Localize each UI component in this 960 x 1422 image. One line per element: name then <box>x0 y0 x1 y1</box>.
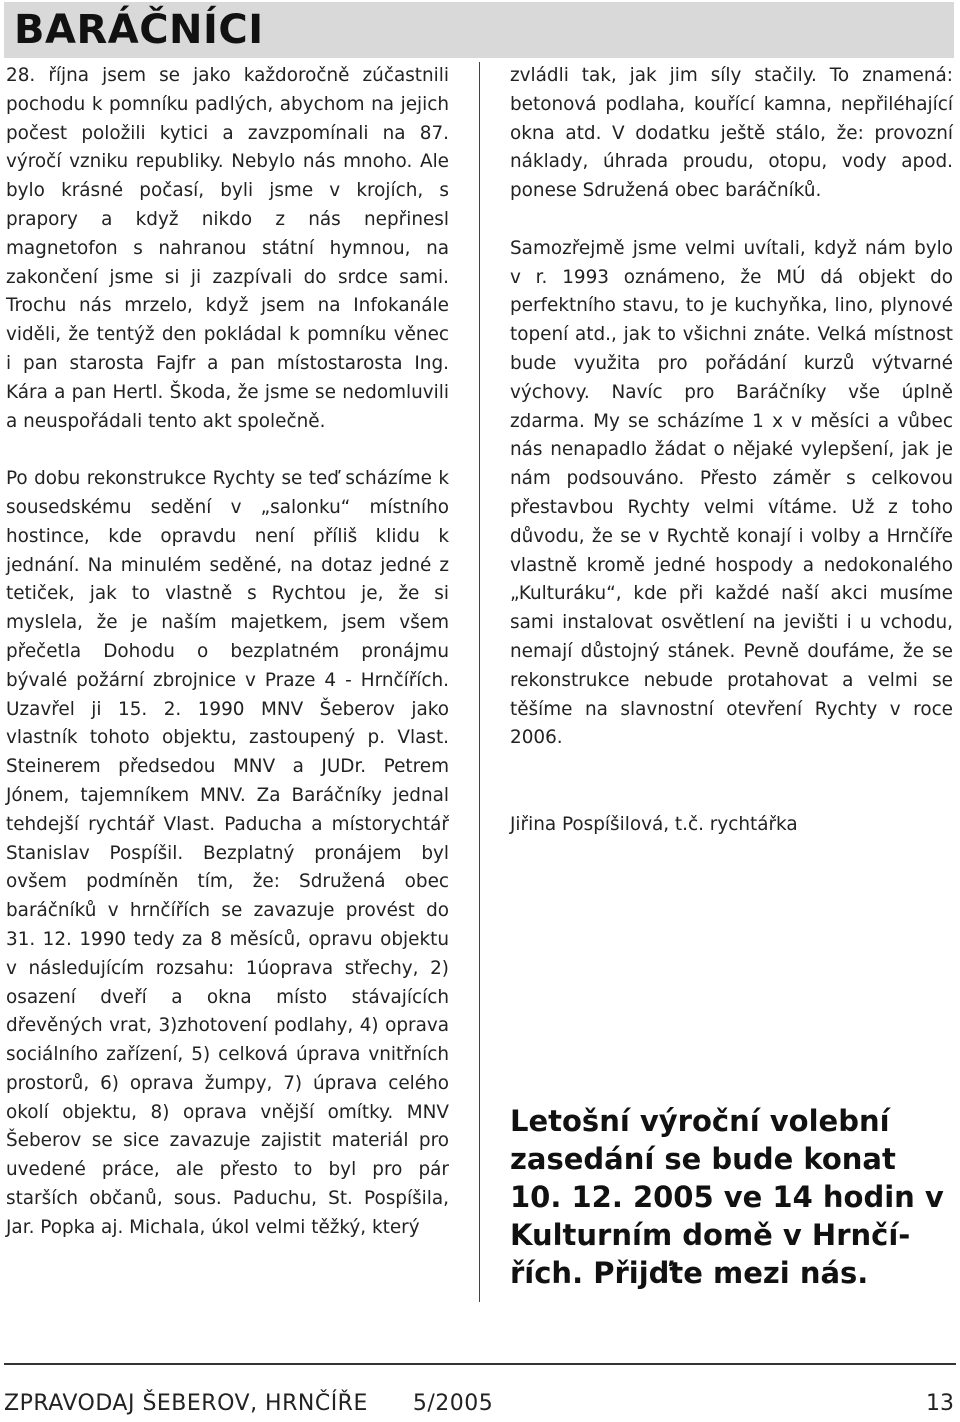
paragraph-gap <box>510 206 953 235</box>
article-paragraph-4: Samozřejmě jsme velmi uvítali, když nám bylo v r. 1993 oznámeno, že MÚ dá objekt do perfektního stavu, to je kuchyňka, lino, plynové topení atd., jak to všichni znáte. Velká místnost bude využita pro pořádání kurzů výtvarné výchovy. Navíc pro Baráčníky vše úplně zdarma. My se scházíme 1 x v měsíci a vůbec nás nenapadlo žádat o nějaké vylepšení, jak je nám podsouváno. Přesto záměr s celkovou přestavbou Rychty velmi vítáme. Už z toho důvodu, že se v Rychtě konají i volby a Hrnčíře vlastně kromě jedné hospody a nedokonalého „Kulturáku“, kde při každé naší akci musíme sami instalovat osvětlení na jevišti i u vchodu, nemají důstojný stánek. Pevně doufáme, že se rekonstrukce nebude protahovat a velmi se těšíme na slavnostní otevření Rychty v roce 2006. <box>510 237 953 749</box>
paragraph-gap <box>510 782 953 811</box>
left-column <box>6 62 449 1243</box>
paragraph-gap <box>6 436 449 465</box>
paragraph-gap <box>510 753 953 782</box>
author-signature: Jiřina Pospíšilová, t.č. rychtářka <box>510 813 798 835</box>
meeting-announcement: Letošní výroční volební zasedání se bude konat 10. 12. 2005 ve 14 hodin v Kulturním domě v Hrnčířích. Přijďte mezi nás. <box>510 1104 944 1290</box>
publication-name: ZPRAVODAJ ŠEBEROV, HRNČÍŘE <box>4 1391 368 1416</box>
issue-number: 5/2005 <box>412 1391 494 1416</box>
article-paragraph-1: 28. října jsem se jako každoročně zúčastnili pochodu k pomníku padlých, abychom na jejich počest položili kytici a zavzpomínali na 87. výročí vzniku republiky. Nebylo nás mnoho. Ale bylo krásné počasí, byli jsme v krojích, s prapory a když nikdo z nás nepřinesl magnetofon s nahranou státní hymnou, na zakončení jsme si ji zazpívali do srdce sami. Trochu nás mrzelo, když jsem na Infokanále viděli, že tentýž den pokládal k pomníku věnec i pan starosta Fajfr a pan místostarosta Ing. Kára a pan Hertl. Škoda, že jsme se nedomluvili a neuspořádali tento akt společně. <box>6 65 449 432</box>
column-divider <box>479 62 480 1302</box>
footer-rule <box>4 1363 956 1365</box>
section-title: BARÁČNÍCI <box>14 7 264 53</box>
article-paragraph-2: Po dobu rekonstrukce Rychty se teď scházíme k sousedskému sedění v „salonku“ místního hostince, kde opravdu není příliš klidu k jednání. Na minulém seděné, na dotaz jedné z tetiček, jak to vlastně s Rychtou je, že si myslela, že je naším majetkem, jsem všem přečetla Dohodu o bezplatném pronájmu bývalé požární zbrojnice v Praze 4 - Hrnčířích. Uzavřel ji 15. 2. 1990 MNV Šeberov jako vlastník tohoto objektu, zastoupený p. Vlast. Steinerem předsedou MNV a JUDr. Petrem Jónem, tajemníkem MNV. Za Baráčníky jednal tehdejší rychtář Vlast. Paducha a místorychtář Stanislav Pospíšil. Bezplatný pronájem byl ovšem podmíněn tím, že: Sdružená obec baráčníků v hrnčířích se zavazuje provést do 31. 12. 1990 tedy za 8 měsíců, opravu objektu v následujícím rozsahu: 1úoprava střechy, 2) osazení dveří a okna místo stávajících dřevěných vrat, 3)zhotovení podlahy, 4) oprava sociálního zařízení, 5) celková úprava vnitřních prostorů, 6) oprava žumpy, 7) úprava celého okolí objektu, 8) oprava vnější omítky. MNV Šeberov se sice zavazuje zajistit materiál pro uvedené práce, ale přesto to byl pro pár starších občanů, sous. Paduchu, St. Pospíšila, Jar. Popka aj. Michala, úkol velmi těžký, který <box>6 468 449 1238</box>
footer-publication <box>4 1390 493 1418</box>
page-number: 13 <box>926 1391 954 1416</box>
article-paragraph-3: zvládli tak, jak jim síly stačily. To znamená: betonová podlaha, kouřící kamna, nepřiléhající okna atd. V dodatku ještě stálo, že: provozní náklady, úhrada proudu, otopu, vody apod. ponese Sdružená obec baráčníků. <box>510 65 953 202</box>
right-column <box>510 62 953 840</box>
